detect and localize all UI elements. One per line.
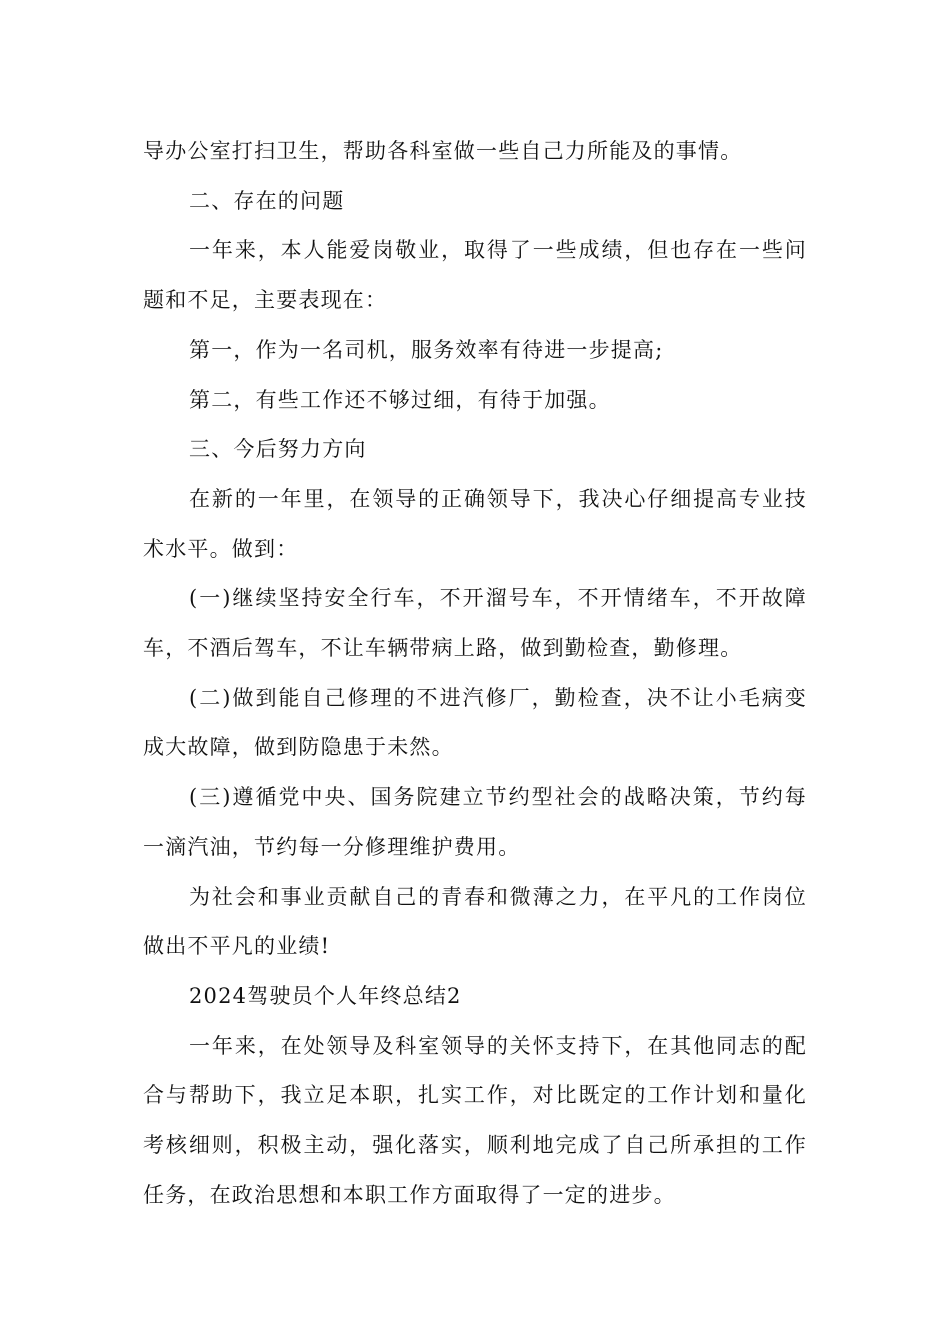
- section-heading-problems: 二、存在的问题: [189, 188, 345, 213]
- paragraph-item-three: (三)遵循党中央、国务院建立节约型社会的战略决策，节约每一滴汽油，节约每一分修理维护费用。: [143, 785, 807, 859]
- paragraph-closing: 为社会和事业贡献自己的青春和微薄之力，在平凡的工作岗位做出不平凡的业绩!: [143, 884, 807, 959]
- paragraph-item-one: (一)继续坚持安全行车，不开溜号车，不开情绪车，不开故障车，不酒后驾车，不让车辆带病上路，做到勤检查，勤修理。: [143, 586, 807, 661]
- document-body: [143, 127, 807, 1220]
- section-title-summary-2: 2024驾驶员个人年终总结2: [189, 983, 462, 1008]
- paragraph-problem-second: 第二，有些工作还不够过细，有待于加强。: [189, 387, 611, 412]
- paragraph-summary-intro: 一年来，在处领导及科室领导的关怀支持下，在其他同志的配合与帮助下，我立足本职，扎实工作，对比既定的工作计划和量化考核细则，积极主动，强化落实，顺利地完成了自己所承担的工作任务，在政治思想和本职工作方面取得了一定的进步。: [143, 1033, 807, 1207]
- paragraph-continuation: 导办公室打扫卫生，帮助各科室做一些自己力所能及的事情。: [143, 139, 743, 163]
- paragraph-direction-intro: 在新的一年里，在领导的正确领导下，我决心仔细提高专业技术水平。做到：: [143, 486, 807, 561]
- paragraph-problems-intro: 一年来，本人能爱岗敬业，取得了一些成绩，但也存在一些问题和不足，主要表现在：: [143, 238, 807, 313]
- paragraph-problem-first: 第一，作为一名司机，服务效率有待进一步提高;: [189, 337, 664, 362]
- section-heading-direction: 三、今后努力方向: [189, 437, 367, 462]
- paragraph-item-two: (二)做到能自己修理的不进汽修厂，勤检查，决不让小毛病变成大故障，做到防隐患于未然。: [143, 685, 807, 760]
